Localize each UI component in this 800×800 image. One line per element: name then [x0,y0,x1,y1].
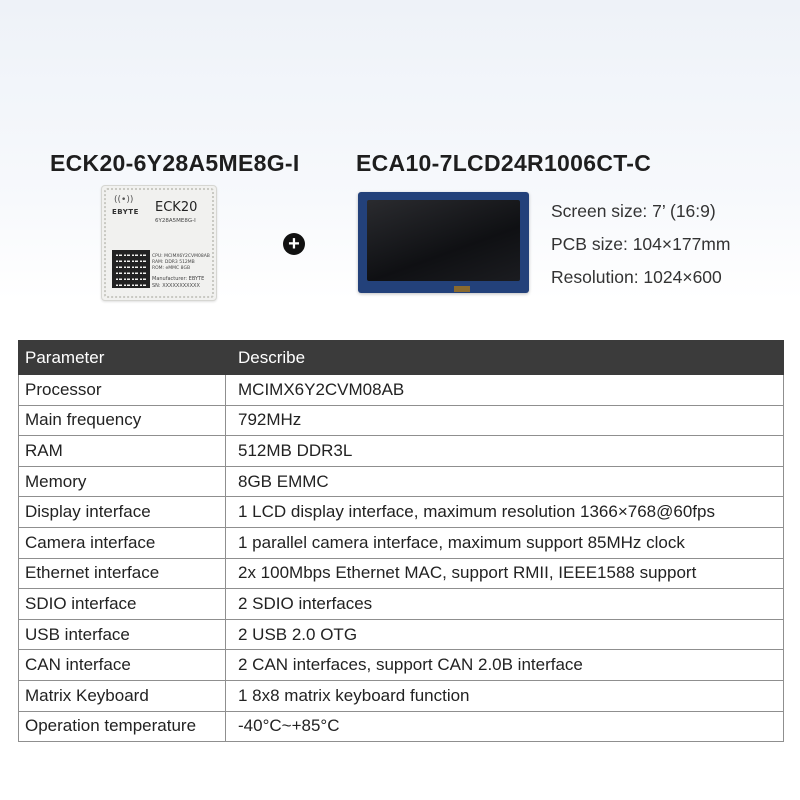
table-row [19,527,784,558]
parameter-cell: Matrix Keyboard [19,680,226,711]
chip-model-label: ECK20 [155,200,198,215]
table-row [19,405,784,436]
describe-cell: 2 CAN interfaces, support CAN 2.0B interface [226,650,784,681]
parameter-table [18,340,784,742]
describe-cell: 2 SDIO interfaces [226,589,784,620]
parameter-cell: Display interface [19,497,226,528]
table-row [19,375,784,406]
parameter-cell: Camera interface [19,527,226,558]
chip-submodel-label: 6Y28A5ME8G-I [155,218,196,224]
table-row [19,466,784,497]
table-row [19,558,784,589]
plus-circle-icon: + [283,233,305,255]
describe-cell: 2 USB 2.0 OTG [226,619,784,650]
table-row [19,680,784,711]
describe-cell: -40°C~+85°C [226,711,784,742]
describe-cell: 1 8x8 matrix keyboard function [226,680,784,711]
parameter-cell: CAN interface [19,650,226,681]
parameter-cell: USB interface [19,619,226,650]
describe-cell: 8GB EMMC [226,466,784,497]
table-body [19,375,784,742]
describe-cell: 1 LCD display interface, maximum resolution 1366×768@60fps [226,497,784,528]
lcd-connector [454,286,470,292]
parameter-cell: Processor [19,375,226,406]
core-module-image [101,185,217,301]
chip-serial-label: SN: XXXXXXXXXXX [152,283,200,289]
lcd-display-image [358,192,529,293]
pcb-size-spec: PCB size: 104×177mm [551,234,731,254]
chip-brand-label: EBYTE [112,208,139,216]
qr-code-icon [114,252,148,286]
parameter-cell: Main frequency [19,405,226,436]
screen-size-spec: Screen size: 7’ (16:9) [551,201,716,221]
parameter-cell: Operation temperature [19,711,226,742]
wifi-icon: ((•)) [114,195,134,205]
chip-spec-line: ROM: eMMC 8GB [152,266,191,271]
parameter-cell: Ethernet interface [19,558,226,589]
chip-spec-line: RAM: DDR3 512MB [152,260,195,265]
parameter-cell: SDIO interface [19,589,226,620]
table-row [19,619,784,650]
chip-spec-line: CPU: MCIMX6Y2CVM08AB [152,254,210,259]
describe-cell: MCIMX6Y2CVM08AB [226,375,784,406]
describe-cell: 792MHz [226,405,784,436]
parameter-cell: Memory [19,466,226,497]
resolution-spec: Resolution: 1024×600 [551,267,722,287]
table-row [19,589,784,620]
table-row [19,436,784,467]
describe-cell: 2x 100Mbps Ethernet MAC, support RMII, IEEE1588 support [226,558,784,589]
parameter-cell: RAM [19,436,226,467]
chip-manufacturer-label: Manufacturer: EBYTE [152,276,205,282]
describe-cell: 1 parallel camera interface, maximum support 85MHz clock [226,527,784,558]
header-parameter: Parameter [19,341,226,375]
table-header-row [19,341,784,375]
display-product-title: ECA10-7LCD24R1006CT-C [356,150,652,176]
describe-cell: 512MB DDR3L [226,436,784,467]
table-row [19,711,784,742]
header-describe: Describe [226,341,784,375]
lcd-screen-panel [367,200,520,281]
table-row [19,650,784,681]
table-row [19,497,784,528]
module-product-title: ECK20-6Y28A5ME8G-I [50,150,300,176]
